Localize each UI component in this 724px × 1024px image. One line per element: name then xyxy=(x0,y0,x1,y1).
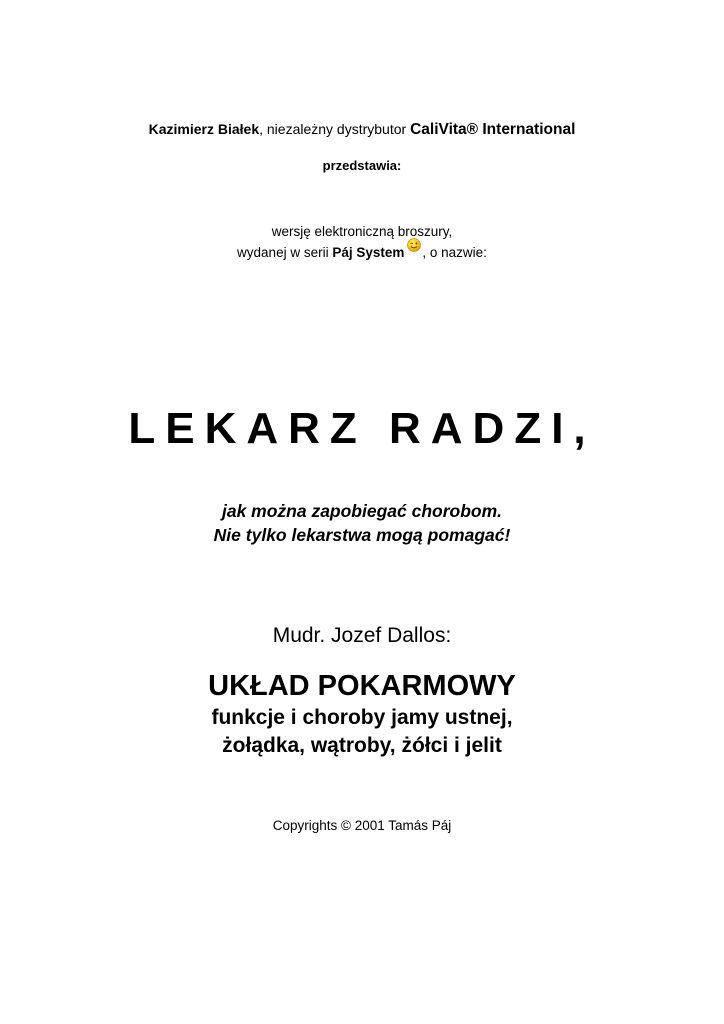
book-subtitle-line-1: funkcje i choroby jamy ustnej, xyxy=(211,706,513,729)
distributor-name: Kazimierz Białek xyxy=(148,121,260,137)
presents-text: przedstawia: xyxy=(322,158,402,173)
series-line xyxy=(0,244,724,260)
book-title: UKŁAD POKARMOWY xyxy=(208,670,516,702)
subtitle-line-1: jak można zapobiegać chorobom. xyxy=(221,501,503,521)
series-suffix: , o nazwie: xyxy=(422,245,487,260)
author-line: Mudr. Jozef Dallos: xyxy=(272,624,452,647)
copyright-line: Copyrights © 2001 Tamás Páj xyxy=(272,818,452,833)
series-prefix: wydanej w serii xyxy=(237,245,333,260)
main-title: LEKARZ RADZI, xyxy=(128,404,596,453)
distributor-text: , niezależny dystrybutor xyxy=(259,121,411,137)
subtitle-line-2: Nie tylko lekarstwa mogą pomagać! xyxy=(213,525,511,545)
version-text: wersję elektroniczną broszury, xyxy=(271,224,453,239)
book-subtitle-line-2: żołądka, wątroby, żółci i jelit xyxy=(222,734,502,757)
brand-name: CaliVita® International xyxy=(410,121,576,138)
distributor-line xyxy=(0,121,724,139)
series-name: Páj System xyxy=(332,245,405,260)
winking-smiley-icon xyxy=(407,238,421,252)
